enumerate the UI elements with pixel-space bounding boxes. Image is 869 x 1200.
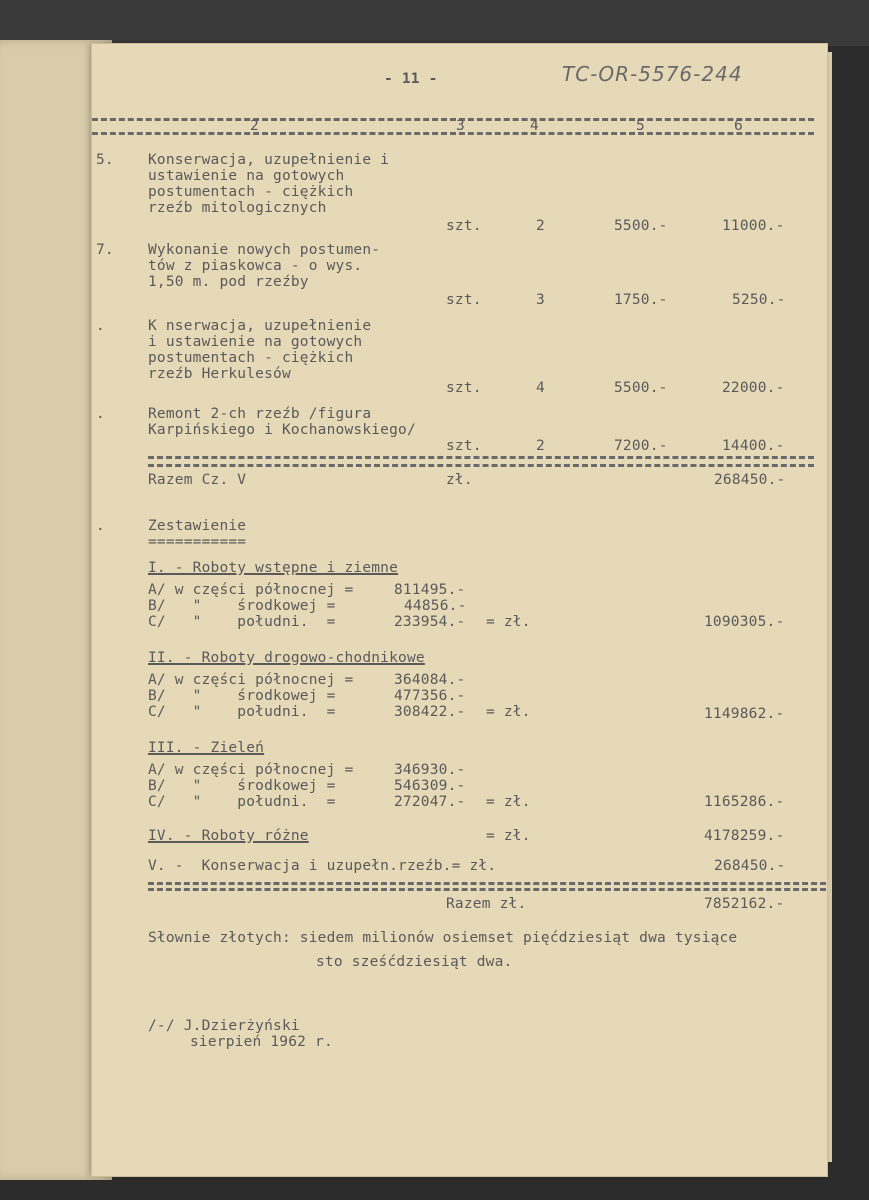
item-unit: szt. [446,292,482,308]
grand-total-rule-top [148,882,826,885]
item-unit: szt. [446,218,482,234]
item-desc-line: K nserwacja, uzupełnienie [148,318,372,334]
item-qty: 4 [536,380,545,396]
item-qty: 2 [536,218,545,234]
col-header-3: 3 [456,118,465,134]
item-number: 5. [96,152,114,168]
item-total: 5250.- [732,292,786,308]
item-desc-line: postumentach - ciężkich [148,350,354,366]
section-row-label: C/ " południ. = [148,614,336,630]
grand-total-label: Razem zł. [446,896,527,912]
col-header-5: 5 [636,118,645,134]
section-row-label: C/ " południ. = [148,704,336,720]
header-rule-top [92,118,814,121]
item-desc-line: i ustawienie na gotowych [148,334,363,350]
amount-in-words: Słownie złotych: siedem milionów osiemset pięćdziesiąt dwa tysiące [148,930,738,946]
grand-total-rule-bottom [148,888,826,891]
section-row-tail: = zł. [486,614,531,630]
amount-in-words-cont: sto sześćdziesiąt dwa. [316,954,513,970]
section-row-amount: 364084.- [394,672,466,688]
section-total: 1165286.- [704,794,785,810]
section-heading: III. - Zieleń [148,740,265,756]
total-value: 268450.- [714,472,786,488]
section-row-label: B/ " środkowej = [148,778,336,794]
item-unit: szt. [446,380,482,396]
item-number: 7. [96,242,114,258]
line-v-label: V. - Konserwacja i uzupełn.rzeźb.= zł. [148,858,497,874]
section-row-label: A/ w części północnej = [148,582,354,598]
summary-title-underline: =========== [148,534,247,550]
section-row-tail: = zł. [486,794,531,810]
section-row-amount: 811495.- [394,582,466,598]
col-header-2: 2 [250,118,259,134]
section-total: 1149862.- [704,706,785,722]
item-desc-line: rzeźb mitologicznych [148,200,327,216]
section-heading: I. - Roboty wstępne i ziemne [148,560,399,576]
signature-name: /-/ J.Dzierżyński [148,1018,300,1034]
col-header-6: 6 [734,118,743,134]
col-header-4: 4 [530,118,539,134]
page-number: - 11 - [384,71,438,87]
total-unit: zł. [446,472,473,488]
item-price: 7200.- [614,438,668,454]
item-number: . [96,318,105,334]
section-row-amount: 308422.- [394,704,466,720]
signature-date: sierpień 1962 r. [190,1034,333,1050]
item-desc-line: tów z piaskowca - o wys. [148,258,363,274]
document-page [92,44,827,1176]
section-row-amount: 546309.- [394,778,466,794]
header-rule-bottom [92,132,814,135]
item-desc-line: 1,50 m. pod rzeźby [148,274,309,290]
item-desc-line: postumentach - ciężkich [148,184,354,200]
grand-total-value: 7852162.- [704,896,785,912]
total-rule-top [148,456,814,459]
summary-title: Zestawienie [148,518,247,534]
item-qty: 2 [536,438,545,454]
item-price: 5500.- [614,218,668,234]
item-desc-line: Remont 2-ch rzeźb /figura [148,406,372,422]
section-row-label: A/ w części północnej = [148,672,354,688]
dark-background [0,0,869,46]
section-row-amount: 44856.- [404,598,467,614]
item-total: 14400.- [722,438,785,454]
section-row-amount: 346930.- [394,762,466,778]
item-total: 11000.- [722,218,785,234]
line-iv-total: 4178259.- [704,828,785,844]
item-price: 5500.- [614,380,668,396]
line-iv-label: IV. - Roboty różne [148,828,309,844]
section-row-label: A/ w części północnej = [148,762,354,778]
line-v-total: 268450.- [714,858,786,874]
item-desc-line: ustawienie na gotowych [148,168,345,184]
total-label: Razem Cz. V [148,472,247,488]
section-row-amount: 272047.- [394,794,466,810]
item-desc-line: Karpińskiego i Kochanowskiego/ [148,422,416,438]
item-desc-line: rzeźb Herkulesów [148,366,291,382]
section-row-tail: = zł. [486,704,531,720]
section-heading: II. - Roboty drogowo-chodnikowe [148,650,425,666]
item-desc-line: Wykonanie nowych postumen- [148,242,381,258]
section-row-amount: 233954.- [394,614,466,630]
summary-number: . [96,518,105,534]
section-row-amount: 477356.- [394,688,466,704]
section-row-label: B/ " środkowej = [148,688,336,704]
item-total: 22000.- [722,380,785,396]
item-number: . [96,406,105,422]
section-row-label: B/ " środkowej = [148,598,336,614]
total-rule-bottom [148,464,814,467]
item-desc-line: Konserwacja, uzupełnienie i [148,152,390,168]
section-total: 1090305.- [704,614,785,630]
item-price: 1750.- [614,292,668,308]
archive-code: TC-OR-5576-244 [562,62,743,86]
item-qty: 3 [536,292,545,308]
section-row-label: C/ " południ. = [148,794,336,810]
item-unit: szt. [446,438,482,454]
line-iv-tail: = zł. [486,828,531,844]
